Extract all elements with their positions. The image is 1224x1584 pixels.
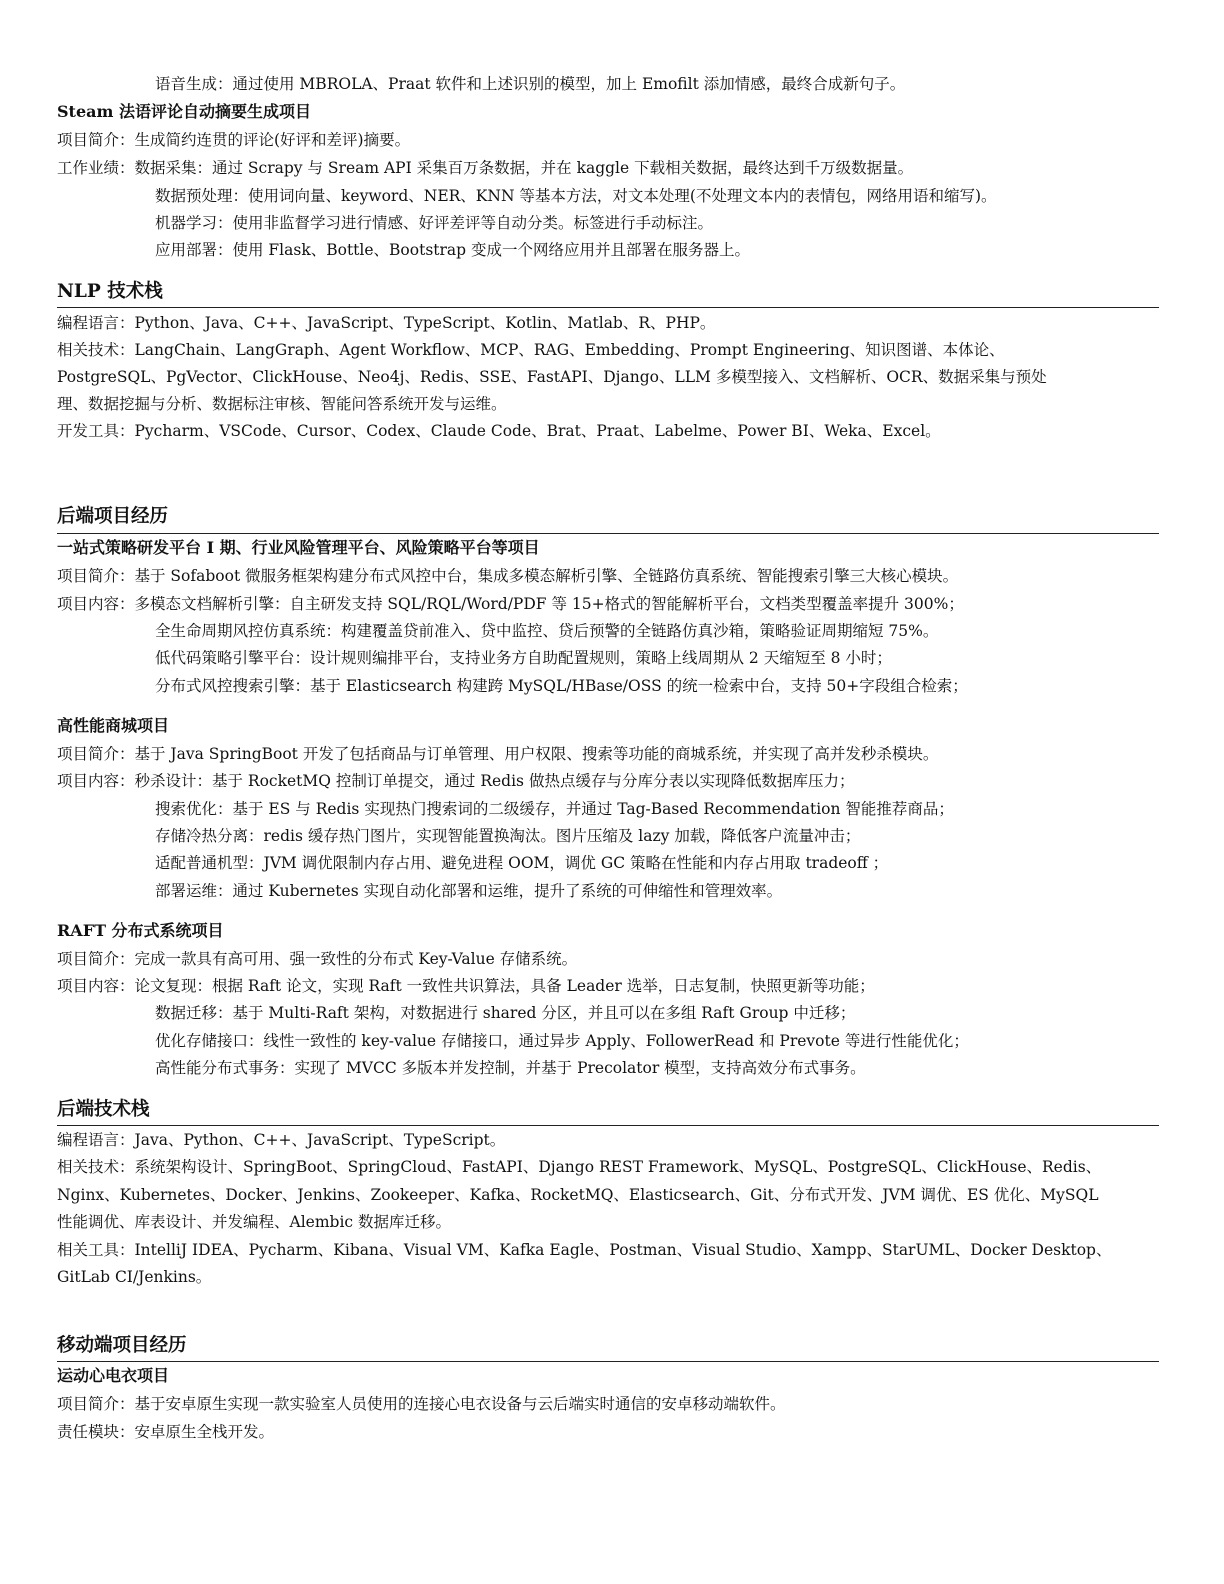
speech-generation-line: 语音生成：通过使用 MBROLA、Praat 软件和上述识别的模型，加上 Emofilt 添加情感，最终合成新句子。: [155, 75, 906, 93]
nlp-stack-heading: NLP 技术栈: [57, 281, 163, 302]
backend-stack-heading: 后端技术栈: [57, 1099, 150, 1120]
risk-platform-content-1: 项目内容：多模态文档解析引擎：自主研发支持 SQL/RQL/Word/PDF 等 15+格式的智能解析平台，文档类型覆盖率提升 300%；: [57, 595, 964, 613]
raft-content-4: 高性能分布式事务：实现了 MVCC 多版本并发控制，并基于 Precolator 模型，支持高效分布式事务。: [155, 1059, 866, 1077]
nlp-tools: 开发工具：Pycharm、VSCode、Cursor、Codex、Claude Code、Brat、Praat、Labelme、Power BI、Weka、Excel。: [57, 422, 941, 440]
risk-platform-content-2: 全生命周期风控仿真系统：构建覆盖贷前准入、贷中监控、贷后预警的全链路仿真沙箱，策略验证周期缩短 75%。: [155, 622, 939, 640]
steam-project-intro: 项目简介：生成简约连贯的评论(好评和差评)摘要。: [57, 131, 411, 149]
backend-tech-line-1: 相关技术：系统架构设计、SpringBoot、SpringCloud、FastAPI、Django REST Framework、MySQL、PostgreSQL、ClickHouse、Redis、: [57, 1158, 1102, 1176]
backend-divider: [57, 533, 1159, 534]
raft-content-2: 数据迁移：基于 Multi-Raft 架构，对数据进行 shared 分区，并且可以在多组 Raft Group 中迁移；: [155, 1004, 856, 1022]
risk-platform-intro: 项目简介：基于 Sofaboot 微服务框架构建分布式风控中台，集成多模态解析引擎、全链路仿真系统、智能搜索引擎三大核心模块。: [57, 567, 959, 585]
steam-work-preprocessing: 数据预处理：使用词向量、keyword、NER、KNN 等基本方法，对文本处理(不处理文本内的表情包，网络用语和缩写)。: [155, 187, 997, 205]
mall-content-1: 项目内容：秒杀设计：基于 RocketMQ 控制订单提交，通过 Redis 做热点缓存与分库分表以实现降低数据库压力；: [57, 772, 855, 790]
raft-project-intro: 项目简介：完成一款具有高可用、强一致性的分布式 Key-Value 存储系统。: [57, 950, 578, 968]
backend-tools-line-1: 相关工具：IntelliJ IDEA、Pycharm、Kibana、Visual VM、Kafka Eagle、Postman、Visual Studio、Xampp、StarUML、Docker Desktop、: [57, 1241, 1112, 1259]
raft-content-3: 优化存储接口：线性一致性的 key-value 存储接口，通过异步 Apply、FollowerRead 和 Prevote 等进行性能优化；: [155, 1032, 969, 1050]
mobile-heading: 移动端项目经历: [57, 1335, 187, 1356]
mall-content-4: 适配普通机型：JVM 调优限制内存占用、避免进程 OOM，调优 GC 策略在性能和内存占用取 tradeoff ；: [155, 854, 889, 872]
nlp-tech-line-1: 相关技术：LangChain、LangGraph、Agent Workflow、MCP、RAG、Embedding、Prompt Engineering、知识图谱、本体论、: [57, 341, 1005, 359]
nlp-tech-line-2: PostgreSQL、PgVector、ClickHouse、Neo4j、Redis、SSE、FastAPI、Django、LLM 多模型接入、文档解析、OCR、数据采集与预处: [57, 368, 1047, 386]
mall-project-title: 高性能商城项目: [57, 716, 170, 735]
mall-content-2: 搜索优化：基于 ES 与 Redis 实现热门搜索词的二级缓存，并通过 Tag-Based Recommendation 智能推荐商品；: [155, 800, 954, 818]
risk-platform-content-4: 分布式风控搜索引擎：基于 Elasticsearch 构建跨 MySQL/HBase/OSS 的统一检索中台，支持 50+字段组合检索；: [155, 677, 968, 695]
mall-content-3: 存储冷热分离：redis 缓存热门图片，实现智能置换淘汰。图片压缩及 lazy 加载，降低客户流量冲击；: [155, 827, 861, 845]
backend-languages: 编程语言：Java、Python、C++、JavaScript、TypeScript。: [57, 1131, 506, 1149]
backend-tech-line-2: Nginx、Kubernetes、Docker、Jenkins、Zookeeper、Kafka、RocketMQ、Elasticsearch、Git、分布式开发、JVM 调优、ES 优化、MySQL: [57, 1186, 1099, 1204]
mobile-divider: [57, 1361, 1159, 1362]
backend-stack-divider: [57, 1125, 1159, 1126]
steam-work-deploy: 应用部署：使用 Flask、Bottle、Bootstrap 变成一个网络应用并且部署在服务器上。: [155, 241, 751, 259]
mall-content-5: 部署运维：通过 Kubernetes 实现自动化部署和运维，提升了系统的可伸缩性和管理效率。: [155, 882, 783, 900]
ecg-project-intro: 项目简介：基于安卓原生实现一款实验室人员使用的连接心电衣设备与云后端实时通信的安卓移动端软件。: [57, 1395, 786, 1413]
backend-tools-line-2: GitLab CI/Jenkins。: [57, 1268, 212, 1286]
nlp-tech-line-3: 理、数据挖掘与分析、数据标注审核、智能问答系统开发与运维。: [57, 395, 507, 413]
backend-heading: 后端项目经历: [57, 506, 169, 527]
raft-content-1: 项目内容：论文复现：根据 Raft 论文，实现 Raft 一致性共识算法，具备 Leader 选举，日志复制，快照更新等功能；: [57, 977, 875, 995]
risk-platform-title: 一站式策略研发平台 I 期、行业风险管理平台、风险策略平台等项目: [57, 538, 540, 557]
steam-project-title: Steam 法语评论自动摘要生成项目: [57, 102, 311, 121]
nlp-languages: 编程语言：Python、Java、C++、JavaScript、TypeScript、Kotlin、Matlab、R、PHP。: [57, 314, 716, 332]
raft-project-title: RAFT 分布式系统项目: [57, 921, 224, 940]
steam-work-ml: 机器学习：使用非监督学习进行情感、好评差评等自动分类。标签进行手动标注。: [155, 214, 714, 232]
backend-tech-line-3: 性能调优、库表设计、并发编程、Alembic 数据库迁移。: [57, 1213, 452, 1231]
ecg-responsibility: 责任模块：安卓原生全栈开发。: [57, 1423, 275, 1441]
nlp-stack-divider: [57, 307, 1159, 308]
risk-platform-content-3: 低代码策略引擎平台：设计规则编排平台，支持业务方自助配置规则，策略上线周期从 2 天缩短至 8 小时；: [155, 649, 892, 667]
mall-project-intro: 项目简介：基于 Java SpringBoot 开发了包括商品与订单管理、用户权限、搜索等功能的商城系统，并实现了高并发秒杀模块。: [57, 745, 939, 763]
ecg-project-title: 运动心电衣项目: [57, 1366, 170, 1385]
steam-work-data-collection: 工作业绩：数据采集：通过 Scrapy 与 Sream API 采集百万条数据，并在 kaggle 下载相关数据，最终达到千万级数据量。: [57, 159, 914, 177]
